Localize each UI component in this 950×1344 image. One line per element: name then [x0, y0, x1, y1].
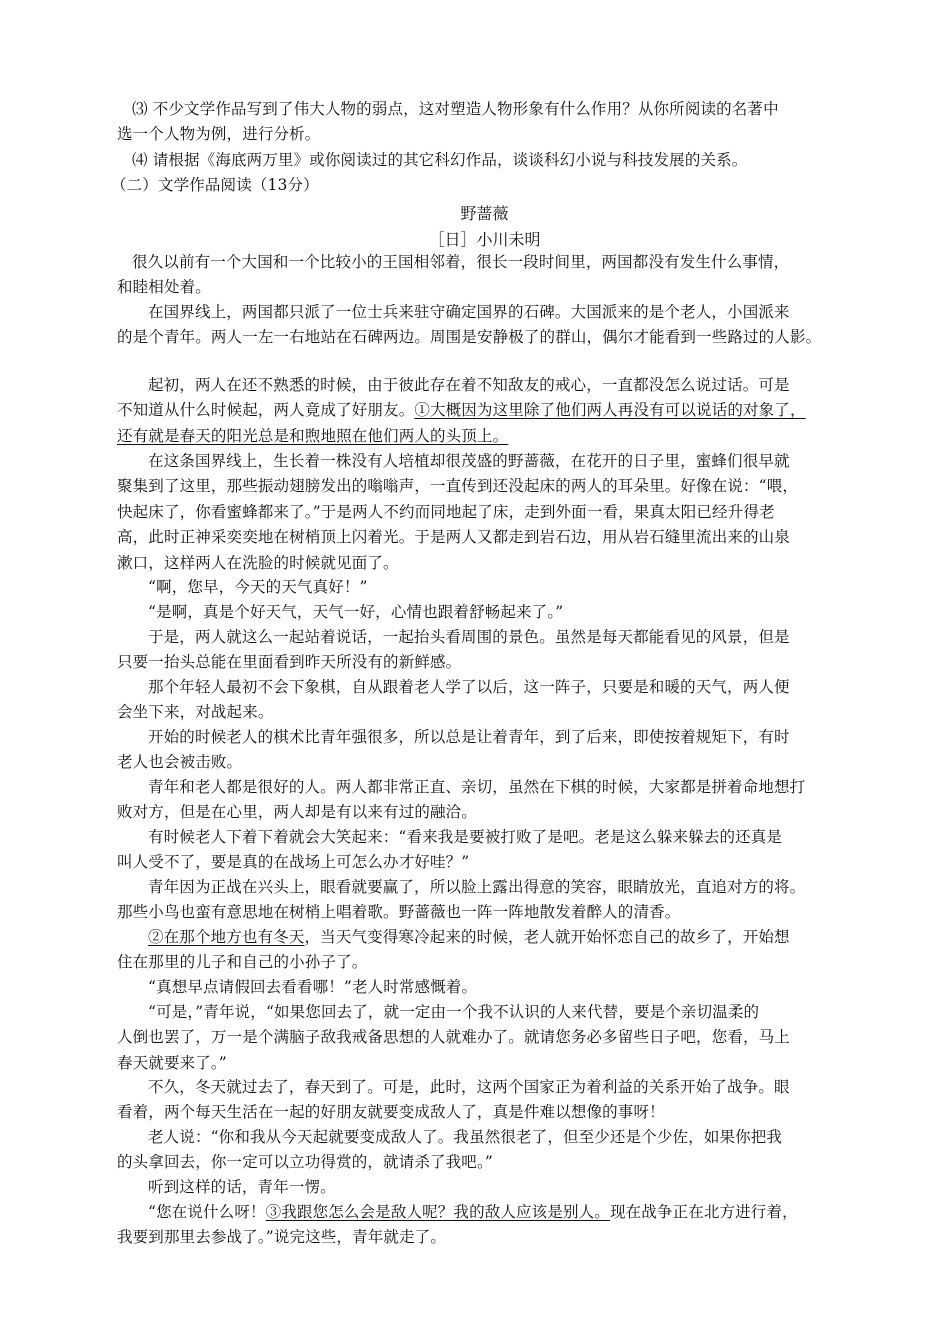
paragraph-line	[117, 398, 852, 423]
story-title: 野蔷薇	[460, 204, 509, 223]
paragraph-line: 漱口，这样两人在洗脸的时候就见面了。	[117, 553, 399, 572]
paragraph-line: 听到这样的话，青年一愣。	[148, 1178, 336, 1196]
paragraph-9	[117, 725, 852, 776]
paragraph-line: “真想早点请假回去看看哪！”老人时常感慨着。	[148, 978, 478, 996]
paragraph-1	[117, 250, 852, 301]
paragraph-line: 的是个青年。两人一左一右地站在石碑两边。周围是安静极了的群山，偶尔才能看到一些路过的人影。	[117, 328, 822, 347]
paragraph-18	[117, 1175, 852, 1200]
paragraph-line: “是啊，真是个好天气，天气一好，心情也跟着舒畅起来了。”	[148, 603, 564, 621]
paragraph-line: 青年因为正战在兴头上，眼看就要赢了，所以脸上露出得意的笑容，眼睛放光，直追对方的将。	[148, 878, 806, 896]
paragraph-4	[117, 449, 852, 576]
paragraph-line	[117, 1200, 852, 1225]
paragraph-line: 青年和老人都是很好的人。两人都非常正直、亲切，虽然在下棋的时候，大家都是拼着命地想打	[148, 778, 806, 796]
paragraph-line	[117, 925, 852, 950]
paragraph-line: 很久以前有一个大国和一个比较小的王国相邻着，很长一段时间里，两国都没有发生什么事情，	[132, 253, 790, 271]
question-3-line-2: 选一个人物为例，进行分析。	[117, 125, 321, 144]
paragraph-line	[117, 424, 852, 449]
paragraph-line: 快起床了，你看蜜蜂都来了。”于是两人不约而同地起了床，走到外面一看，果真太阳已经升得老	[117, 502, 775, 521]
paragraph-line: 老人也会被击败。	[117, 753, 243, 772]
paragraph-5	[117, 575, 852, 600]
section-heading: （二）文学作品阅读（13分）	[111, 176, 319, 194]
paragraph-19	[117, 1200, 852, 1251]
story-author: ［日］小川未明	[428, 230, 541, 249]
paragraph-7	[117, 625, 852, 676]
paragraph-8	[117, 675, 852, 726]
paragraph-line: 那个年轻人最初不会下象棋，自从跟着老人学了以后，这一阵子，只要是和暖的天气，两人便	[148, 678, 790, 696]
underlined-sentence-1: ①大概因为这里除了他们两人再没有可以说话的对象了，	[414, 401, 806, 420]
paragraph-line: 看着，两个每天生活在一起的好朋友就要变成敌人了，真是件难以想像的事呀！	[117, 1103, 665, 1122]
paragraph-line: 败对方，但是在心里，两人却是有以来有过的融洽。	[117, 803, 477, 822]
paragraph-text: 不知道从什么时候起，两人竟成了好朋友。	[117, 401, 415, 420]
paragraph-line: 起初，两人在还不熟悉的时候，由于彼此存在着不知敌友的戒心，一直都没怎么说过话。可是	[148, 376, 790, 394]
paragraph-17	[117, 1125, 852, 1176]
paragraph-line: 和睦相处着。	[117, 278, 211, 297]
paragraph-text: ，当天气变得寒冷起来的时候，老人就开始怀恋自己的故乡了，开始想	[304, 928, 790, 946]
paragraph-line: “啊，您早，今天的天气真好！”	[148, 578, 368, 596]
paragraph-text: 现在战争正在北方进行着，	[609, 1203, 798, 1221]
section-heading-block	[111, 173, 846, 198]
paragraph-line: 有时候老人下着下着就会大笑起来：“看来我是要被打败了是吧。老是这么躲来躲去的还真是	[148, 828, 783, 846]
paragraph-10	[117, 775, 852, 826]
paragraph-line: 在这条国界线上，生长着一株没有人培植却很茂盛的野蔷薇，在花开的日子里，蜜蜂们很早就	[148, 452, 790, 470]
paragraph-line: 我要到那里去参战了。”说完这些，青年就走了。	[117, 1228, 446, 1247]
paragraph-line: 聚集到了这里，那些振动翅膀发出的嗡嗡声，一直传到还没起床的两人的耳朵里。好像在说：“喂，	[117, 477, 799, 496]
paragraph-12	[117, 875, 852, 926]
paragraph-line: 老人说：“你和我从今天起就要变成敌人了。我虽然很老了，但至少还是个少佐，如果你把我	[148, 1128, 783, 1146]
paragraph-line: 叫人受不了，要是真的在战场上可怎么办才好哇？”	[117, 853, 470, 872]
paragraph-line: 那些小鸟也蛮有意思地在树梢上唱着歌。野蔷薇也一阵一阵地散发着醉人的清香。	[117, 903, 681, 922]
underlined-sentence-1-cont: 还有就是春天的阳光总是和煦地照在他们两人的头顶上。	[117, 426, 509, 445]
question-4-line-1: ⑷ 请根据《海底两万里》或你阅读过的其它科幻作品，谈谈科幻小说与科技发展的关系。	[132, 150, 748, 169]
questions-block	[117, 97, 852, 173]
paragraph-line: 住在那里的儿子和自己的小孙子了。	[117, 953, 368, 972]
paragraph-13	[117, 925, 852, 976]
paragraph-16	[117, 1075, 852, 1126]
paragraph-line: 开始的时候老人的棋术比青年强很多，所以总是让着青年，到了后来，即使按着规矩下，有时	[148, 728, 790, 746]
paragraph-line: 高，此时正神采奕奕地在树梢顶上闪着光。于是两人又都走到岩石边，用从岩石缝里流出来的山泉	[117, 528, 790, 547]
paragraph-line: 不久，冬天就过去了，春天到了。可是，此时，这两个国家正为着利益的关系开始了战争。眼	[148, 1078, 790, 1096]
paragraph-line: 在国界线上，两国都只派了一位士兵来驻守确定国界的石碑。大国派来的是个老人，小国派来	[148, 303, 790, 321]
paragraph-line: 于是，两人就这么一起站着说话，一起抬头看周围的景色。虽然是每天都能看见的风景，但是	[148, 628, 790, 646]
paragraph-2	[117, 300, 852, 351]
paragraph-14	[117, 975, 852, 1000]
paragraph-line: 只要一抬头总能在里面看到昨天所没有的新鲜感。	[117, 653, 462, 672]
paragraph-line: 春天就要来了。”	[117, 1053, 227, 1072]
paragraph-3	[117, 373, 852, 449]
question-3-line-1: ⑶ 不少文学作品写到了伟大人物的弱点，这对塑造人物形象有什么作用？从你所阅读的名著中	[132, 100, 779, 118]
paragraph-line: 的头拿回去，你一定可以立功得赏的，就请杀了我吧。”	[117, 1153, 493, 1172]
paragraph-line: 人倒也罢了，万一是个满脑子敌我戒备思想的人就难办了。就请您务必多留些日子吧，您看，马上	[117, 1028, 790, 1047]
paragraph-text: “您在说什么呀！	[148, 1203, 266, 1221]
underlined-sentence-3: ③我跟您怎么会是敌人呢？我的敌人应该是别人。	[265, 1203, 610, 1221]
underlined-sentence-2: ②在那个地方也有冬天	[148, 928, 305, 946]
paragraph-6	[117, 600, 852, 625]
paragraph-line: “可是，”青年说，“如果您回去了，就一定由一个我不认识的人来代替，要是个亲切温柔的	[148, 1003, 760, 1021]
paragraph-line: 会坐下来，对战起来。	[117, 703, 274, 722]
paragraph-15	[117, 1000, 852, 1076]
paragraph-11	[117, 825, 852, 876]
